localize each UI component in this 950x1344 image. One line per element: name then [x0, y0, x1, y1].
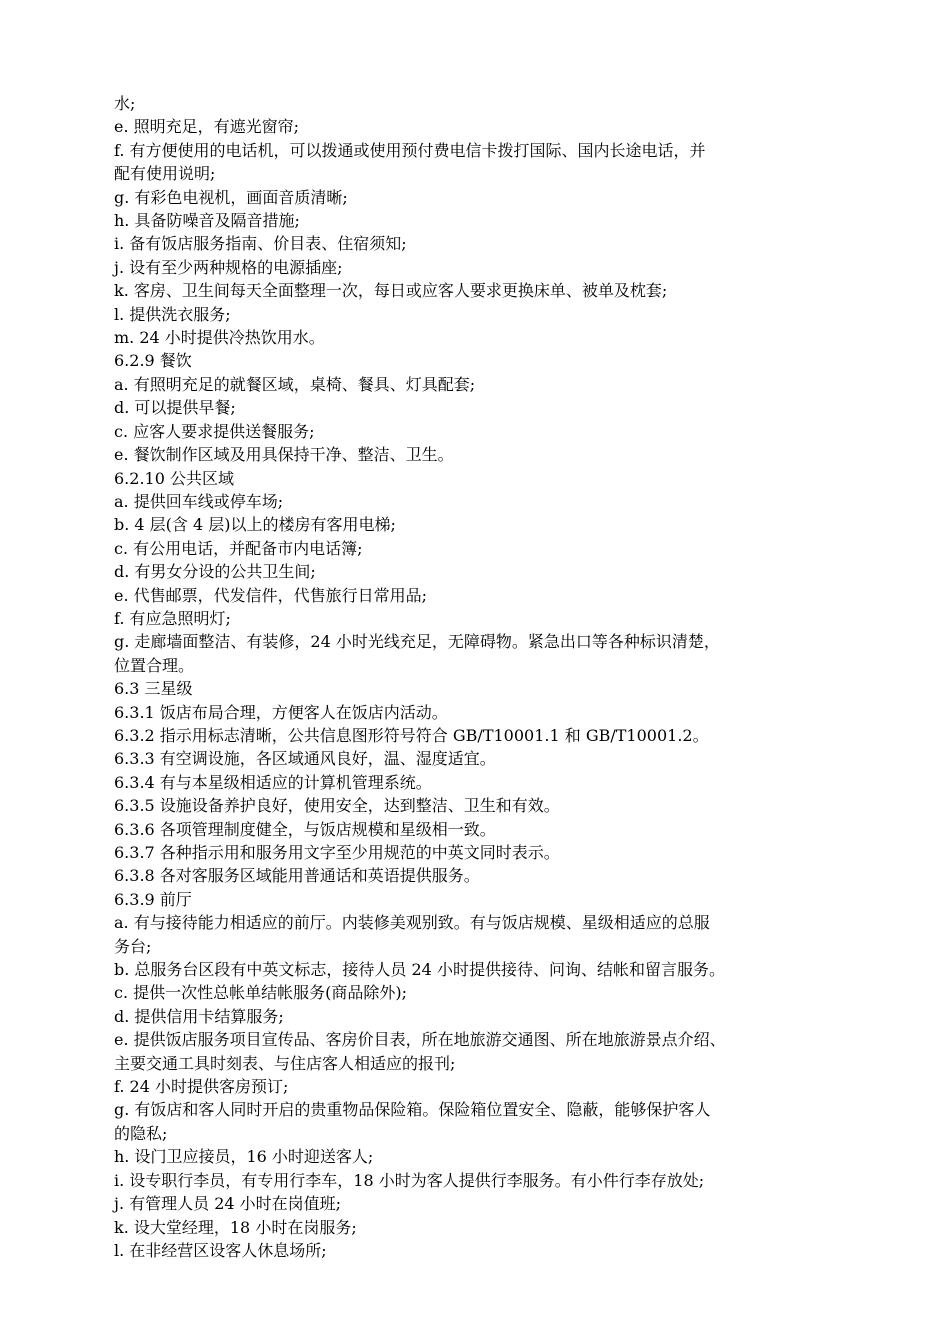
- text-line: h. 具备防噪音及隔音措施;: [114, 211, 300, 231]
- document-page: [114, 92, 844, 1262]
- text-line: g. 有饭店和客人同时开启的贵重物品保险箱。保险箱位置安全、隐蔽，能够保护客人: [114, 1100, 711, 1120]
- text-line: f. 有方便使用的电话机，可以拨通或使用预付费电信卡拨打国际、国内长途电话，并: [114, 140, 706, 160]
- text-line: l. 在非经营区设客人休息场所;: [114, 1240, 327, 1260]
- text-line: 务台;: [114, 936, 152, 956]
- text-line: e. 照明充足，有遮光窗帘;: [114, 117, 300, 137]
- text-line: k. 客房、卫生间每天全面整理一次，每日或应客人要求更换床单、被单及枕套;: [114, 281, 668, 301]
- text-line: a. 有照明充足的就餐区域，桌椅、餐具、灯具配套;: [114, 374, 476, 394]
- text-line: 6.3.8 各对客服务区域能用普通话和英语提供服务。: [114, 866, 480, 886]
- text-line: 位置合理。: [114, 655, 195, 675]
- section-heading: 6.3.9 前厅: [114, 889, 192, 909]
- text-line: j. 有管理人员 24 小时在岗值班;: [114, 1194, 342, 1214]
- text-line: f. 24 小时提供客房预订;: [114, 1077, 289, 1097]
- text-line: e. 提供饭店服务项目宣传品、客房价目表，所在地旅游交通图、所在地旅游景点介绍、: [114, 1030, 726, 1050]
- text-line: l. 提供洗衣服务;: [114, 304, 231, 324]
- text-line: 6.3.7 各种指示用和服务用文字至少用规范的中英文同时表示。: [114, 843, 560, 862]
- text-line: j. 设有至少两种规格的电源插座;: [114, 257, 343, 277]
- text-line: a. 有与接待能力相适应的前厅。内装修美观别致。有与饭店规模、星级相适应的总服: [114, 913, 710, 933]
- text-line: i. 备有饭店服务指南、价目表、住宿须知;: [114, 234, 407, 254]
- text-line: h. 设门卫应接员，16 小时迎送客人;: [114, 1147, 374, 1167]
- text-line: 的隐私;: [114, 1123, 168, 1143]
- section-heading: 6.3 三星级: [114, 679, 193, 699]
- text-line: d. 有男女分设的公共卫生间;: [114, 562, 316, 582]
- text-line: f. 有应急照明灯;: [114, 608, 231, 628]
- text-line: 6.3.5 设施设备养护良好，使用安全，达到整洁、卫生和有效。: [114, 796, 560, 816]
- text-line: b. 4 层(含 4 层)以上的楼房有客用电梯;: [114, 515, 396, 535]
- text-line: c. 提供一次性总帐单结帐服务(商品除外);: [114, 983, 408, 1003]
- text-line: c. 应客人要求提供送餐服务;: [114, 421, 315, 441]
- text-line: 6.3.3 有空调设施，各区域通风良好，温、湿度适宜。: [114, 749, 496, 769]
- text-line: e. 代售邮票，代发信件，代售旅行日常用品;: [114, 585, 428, 605]
- text-line: 配有使用说明;: [114, 164, 216, 184]
- text-line: c. 有公用电话，并配备市内电话簿;: [114, 538, 363, 558]
- section-heading: 6.2.9 餐饮: [114, 351, 192, 371]
- text-line: m. 24 小时提供冷热饮用水。: [114, 328, 325, 348]
- text-line: 6.3.4 有与本星级相适应的计算机管理系统。: [114, 772, 432, 792]
- text-line: i. 设专职行李员，有专用行李车，18 小时为客人提供行李服务。有小件行李存放处;: [114, 1170, 705, 1190]
- text-line: 6.3.1 饭店布局合理，方便客人在饭店内活动。: [114, 702, 448, 722]
- text-line: 水;: [114, 94, 136, 113]
- text-line: g. 走廊墙面整洁、有装修，24 小时光线充足，无障碍物。紧急出口等各种标识清楚，: [114, 632, 720, 652]
- text-line: k. 设大堂经理，18 小时在岗服务;: [114, 1217, 357, 1237]
- text-line: e. 餐饮制作区域及用具保持干净、整洁、卫生。: [114, 445, 454, 465]
- text-line: 主要交通工具时刻表、与住店客人相适应的报刊;: [114, 1053, 456, 1073]
- text-line: 6.3.2 指示用标志清晰，公共信息图形符号符合 GB/T10001.1 和 GB/T10001.2。: [114, 725, 709, 745]
- section-heading: 6.2.10 公共区域: [114, 468, 234, 488]
- text-line: g. 有彩色电视机，画面音质清晰;: [114, 187, 348, 207]
- text-line: d. 可以提供早餐;: [114, 398, 236, 418]
- text-line: d. 提供信用卡结算服务;: [114, 1006, 284, 1026]
- text-line: a. 提供回车线或停车场;: [114, 491, 284, 511]
- text-line: 6.3.6 各项管理制度健全，与饭店规模和星级相一致。: [114, 819, 496, 839]
- text-line: b. 总服务台区段有中英文标志，接待人员 24 小时提供接待、问询、结帐和留言服务。: [114, 960, 725, 980]
